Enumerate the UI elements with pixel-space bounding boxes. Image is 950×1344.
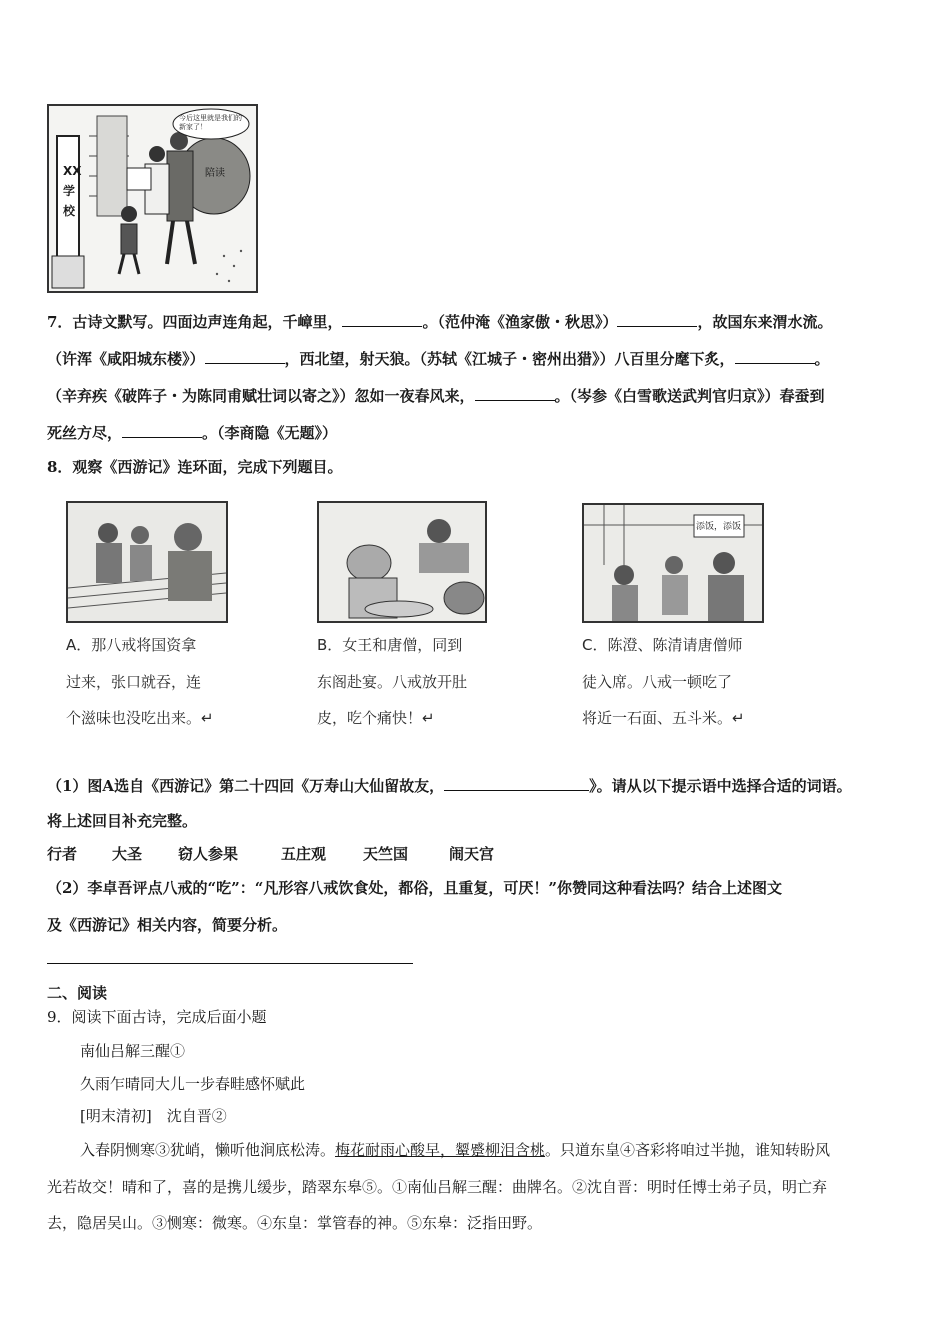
q7-blank-1[interactable] bbox=[342, 312, 422, 327]
q7-line-3: （辛弃疾《破阵子・为陈同甫赋壮词以寄之》）忽如一夜春风来， 。（岑参《白雪歌送武判官归京》）春蚕到 bbox=[47, 387, 825, 405]
cartoon-drawing bbox=[49, 106, 256, 291]
caption-b-line-3: 皮，吃个痛快！↵ bbox=[317, 709, 435, 727]
poem-body-line-2: 光若故交！晴和了，喜的是携儿缓步，踏翠东皋⑤。①南仙吕解三醒：曲牌名。②沈自晋：明时任博士弟子员，明亡弃 bbox=[47, 1178, 828, 1196]
comic-drawing-a bbox=[68, 503, 226, 621]
bag-label-text: 陪读 bbox=[205, 168, 225, 179]
answer-line[interactable] bbox=[47, 963, 413, 964]
q7-blank-5[interactable] bbox=[475, 386, 555, 401]
poem-body-line-1: 入春阴恻寒③犹峭，懒听他涧底松涛。梅花耐雨心酸早，颦蹙柳泪含桃。只道东皇④吝彩将咱过半抛，谁知转盼风 bbox=[80, 1141, 831, 1159]
q7-blank-6[interactable] bbox=[122, 423, 202, 438]
q8-sub1-line-1: （1）图A选自《西游记》第二十四回《万寿山大仙留故友， 》。请从以下提示语中选择合适的词语。 bbox=[47, 777, 852, 795]
q8-option-2: 大圣 bbox=[112, 845, 143, 863]
q7-line-4: 死丝方尽， 。（李商隐《无题》） bbox=[47, 424, 338, 442]
q8-option-3: 窃人参果 bbox=[178, 845, 239, 863]
q7-blank-4[interactable] bbox=[735, 349, 815, 364]
comic-panel-c bbox=[582, 503, 764, 623]
q7-blank-3[interactable] bbox=[205, 349, 285, 364]
caption-a-line-3: 个滋味也没吃出来。↵ bbox=[66, 709, 214, 727]
q8-sub1-line-2: 将上述回目补充完整。 bbox=[47, 812, 198, 830]
caption-b-line-2: 东阁赴宴。八戒放开肚 bbox=[317, 673, 468, 691]
q8-option-4: 五庄观 bbox=[281, 845, 327, 863]
q8-intro: 8．观察《西游记》连环面，完成下列题目。 bbox=[47, 458, 343, 476]
q8-option-1: 行者 bbox=[47, 845, 78, 863]
caption-c-line-3: 将近一石面、五斗米。↵ bbox=[582, 709, 745, 727]
section-2-heading: 二、阅读 bbox=[47, 984, 108, 1002]
comic-drawing-b bbox=[319, 503, 485, 621]
school-sign-text: XX学校 bbox=[63, 164, 82, 218]
caption-a-line-2: 过来，张口就吞，连 bbox=[66, 673, 202, 691]
q8-sub2-line-1: （2）李卓吾评点八戒的“吃”：“凡形容八戒饮食处，都俗，且重复，可厌！”你赞同这种看法吗？结合上述图文 bbox=[47, 879, 782, 897]
caption-a-line-1: A．那八戒将国资拿 bbox=[66, 636, 197, 654]
comic-panel-b bbox=[317, 501, 487, 623]
underlined-phrase: 梅花耐雨心酸早，颦蹙柳泪含桃 bbox=[335, 1141, 546, 1159]
q8-option-5: 天竺国 bbox=[363, 845, 409, 863]
q8-sub1-blank[interactable] bbox=[444, 776, 589, 791]
q7-line-2: （许浑《咸阳城东楼》） ，西北望，射天狼。（苏轼《江城子・密州出猎》）八百里分麾下炙， 。 bbox=[47, 350, 830, 368]
q8-option-6: 闹天宫 bbox=[449, 845, 495, 863]
poem-author: [明末清初] 沈自晋② bbox=[80, 1107, 227, 1125]
comic-panel-a bbox=[66, 501, 228, 623]
poem-body-line-3: 去，隐居吴山。③恻寒：微寒。④东皇：掌管春的神。⑤东皋：泛指田野。 bbox=[47, 1214, 543, 1232]
poem-subtitle: 久雨乍晴同大儿一步春畦感怀赋此 bbox=[80, 1075, 306, 1093]
poem-title: 南仙吕解三醒① bbox=[80, 1042, 186, 1060]
q7-blank-2[interactable] bbox=[617, 312, 697, 327]
comic-c-sign: 添饭，添饭 bbox=[696, 522, 742, 532]
q7-line-1: 7．古诗文默写。四面边声连角起，千嶂里， 。（范仲淹《渔家傲・秋思》） ，故国东来渭水流。 bbox=[47, 313, 833, 331]
caption-c-line-2: 徒入席。八戒一顿吃了 bbox=[582, 673, 733, 691]
caption-b-line-1: B．女王和唐僧，同到 bbox=[317, 636, 463, 654]
q8-sub2-line-2: 及《西游记》相关内容，简要分析。 bbox=[47, 916, 288, 934]
cartoon-image bbox=[47, 104, 258, 293]
q9-intro: 9．阅读下面古诗，完成后面小题 bbox=[47, 1008, 267, 1026]
caption-c-line-1: C．陈澄、陈清请唐僧师 bbox=[582, 636, 743, 654]
speech-bubble-text: 今后这里就是我们的新家了！ bbox=[179, 114, 242, 131]
